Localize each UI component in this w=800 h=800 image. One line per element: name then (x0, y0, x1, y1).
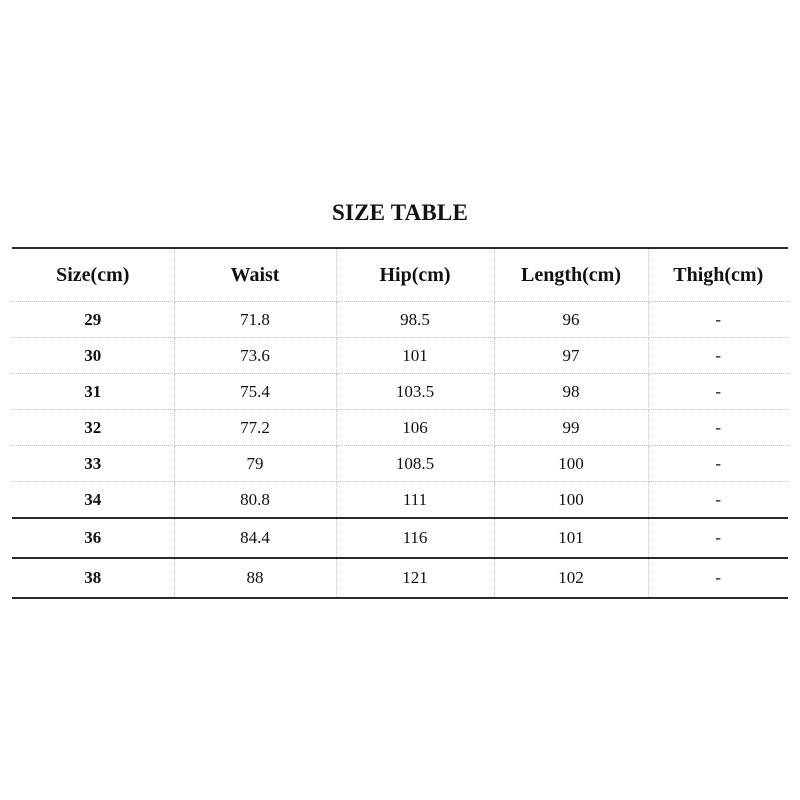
length-cell: 100 (494, 446, 648, 482)
thigh-cell: - (648, 338, 788, 374)
size-cell: 34 (12, 482, 174, 519)
length-cell: 102 (494, 558, 648, 598)
header-hip: Hip(cm) (336, 248, 494, 302)
waist-cell: 80.8 (174, 482, 336, 519)
size-cell: 31 (12, 374, 174, 410)
length-cell: 96 (494, 302, 648, 338)
table-row (12, 374, 788, 410)
table-header-row (12, 248, 788, 302)
length-cell: 101 (494, 518, 648, 558)
table-row (12, 446, 788, 482)
waist-cell: 77.2 (174, 410, 336, 446)
size-table (12, 247, 788, 599)
thigh-cell: - (648, 518, 788, 558)
header-waist: Waist (174, 248, 336, 302)
thigh-cell: - (648, 302, 788, 338)
thigh-cell: - (648, 374, 788, 410)
header-size: Size(cm) (12, 248, 174, 302)
length-cell: 97 (494, 338, 648, 374)
waist-cell: 79 (174, 446, 336, 482)
size-cell: 33 (12, 446, 174, 482)
header-thigh: Thigh(cm) (648, 248, 788, 302)
size-cell: 38 (12, 558, 174, 598)
hip-cell: 106 (336, 410, 494, 446)
size-cell: 30 (12, 338, 174, 374)
size-cell: 29 (12, 302, 174, 338)
hip-cell: 116 (336, 518, 494, 558)
length-cell: 99 (494, 410, 648, 446)
hip-cell: 101 (336, 338, 494, 374)
page-title: SIZE TABLE (331, 200, 469, 225)
thigh-cell: - (648, 558, 788, 598)
hip-cell: 103.5 (336, 374, 494, 410)
thigh-cell: - (648, 410, 788, 446)
table-row (12, 482, 788, 519)
hip-cell: 121 (336, 558, 494, 598)
size-cell: 32 (12, 410, 174, 446)
waist-cell: 73.6 (174, 338, 336, 374)
table-row (12, 558, 788, 598)
hip-cell: 108.5 (336, 446, 494, 482)
hip-cell: 111 (336, 482, 494, 519)
size-cell: 36 (12, 518, 174, 558)
table-row (12, 338, 788, 374)
waist-cell: 88 (174, 558, 336, 598)
header-length: Length(cm) (494, 248, 648, 302)
thigh-cell: - (648, 482, 788, 519)
waist-cell: 84.4 (174, 518, 336, 558)
thigh-cell: - (648, 446, 788, 482)
table-row (12, 518, 788, 558)
table-row (12, 302, 788, 338)
table-row (12, 410, 788, 446)
length-cell: 100 (494, 482, 648, 519)
waist-cell: 75.4 (174, 374, 336, 410)
waist-cell: 71.8 (174, 302, 336, 338)
hip-cell: 98.5 (336, 302, 494, 338)
length-cell: 98 (494, 374, 648, 410)
